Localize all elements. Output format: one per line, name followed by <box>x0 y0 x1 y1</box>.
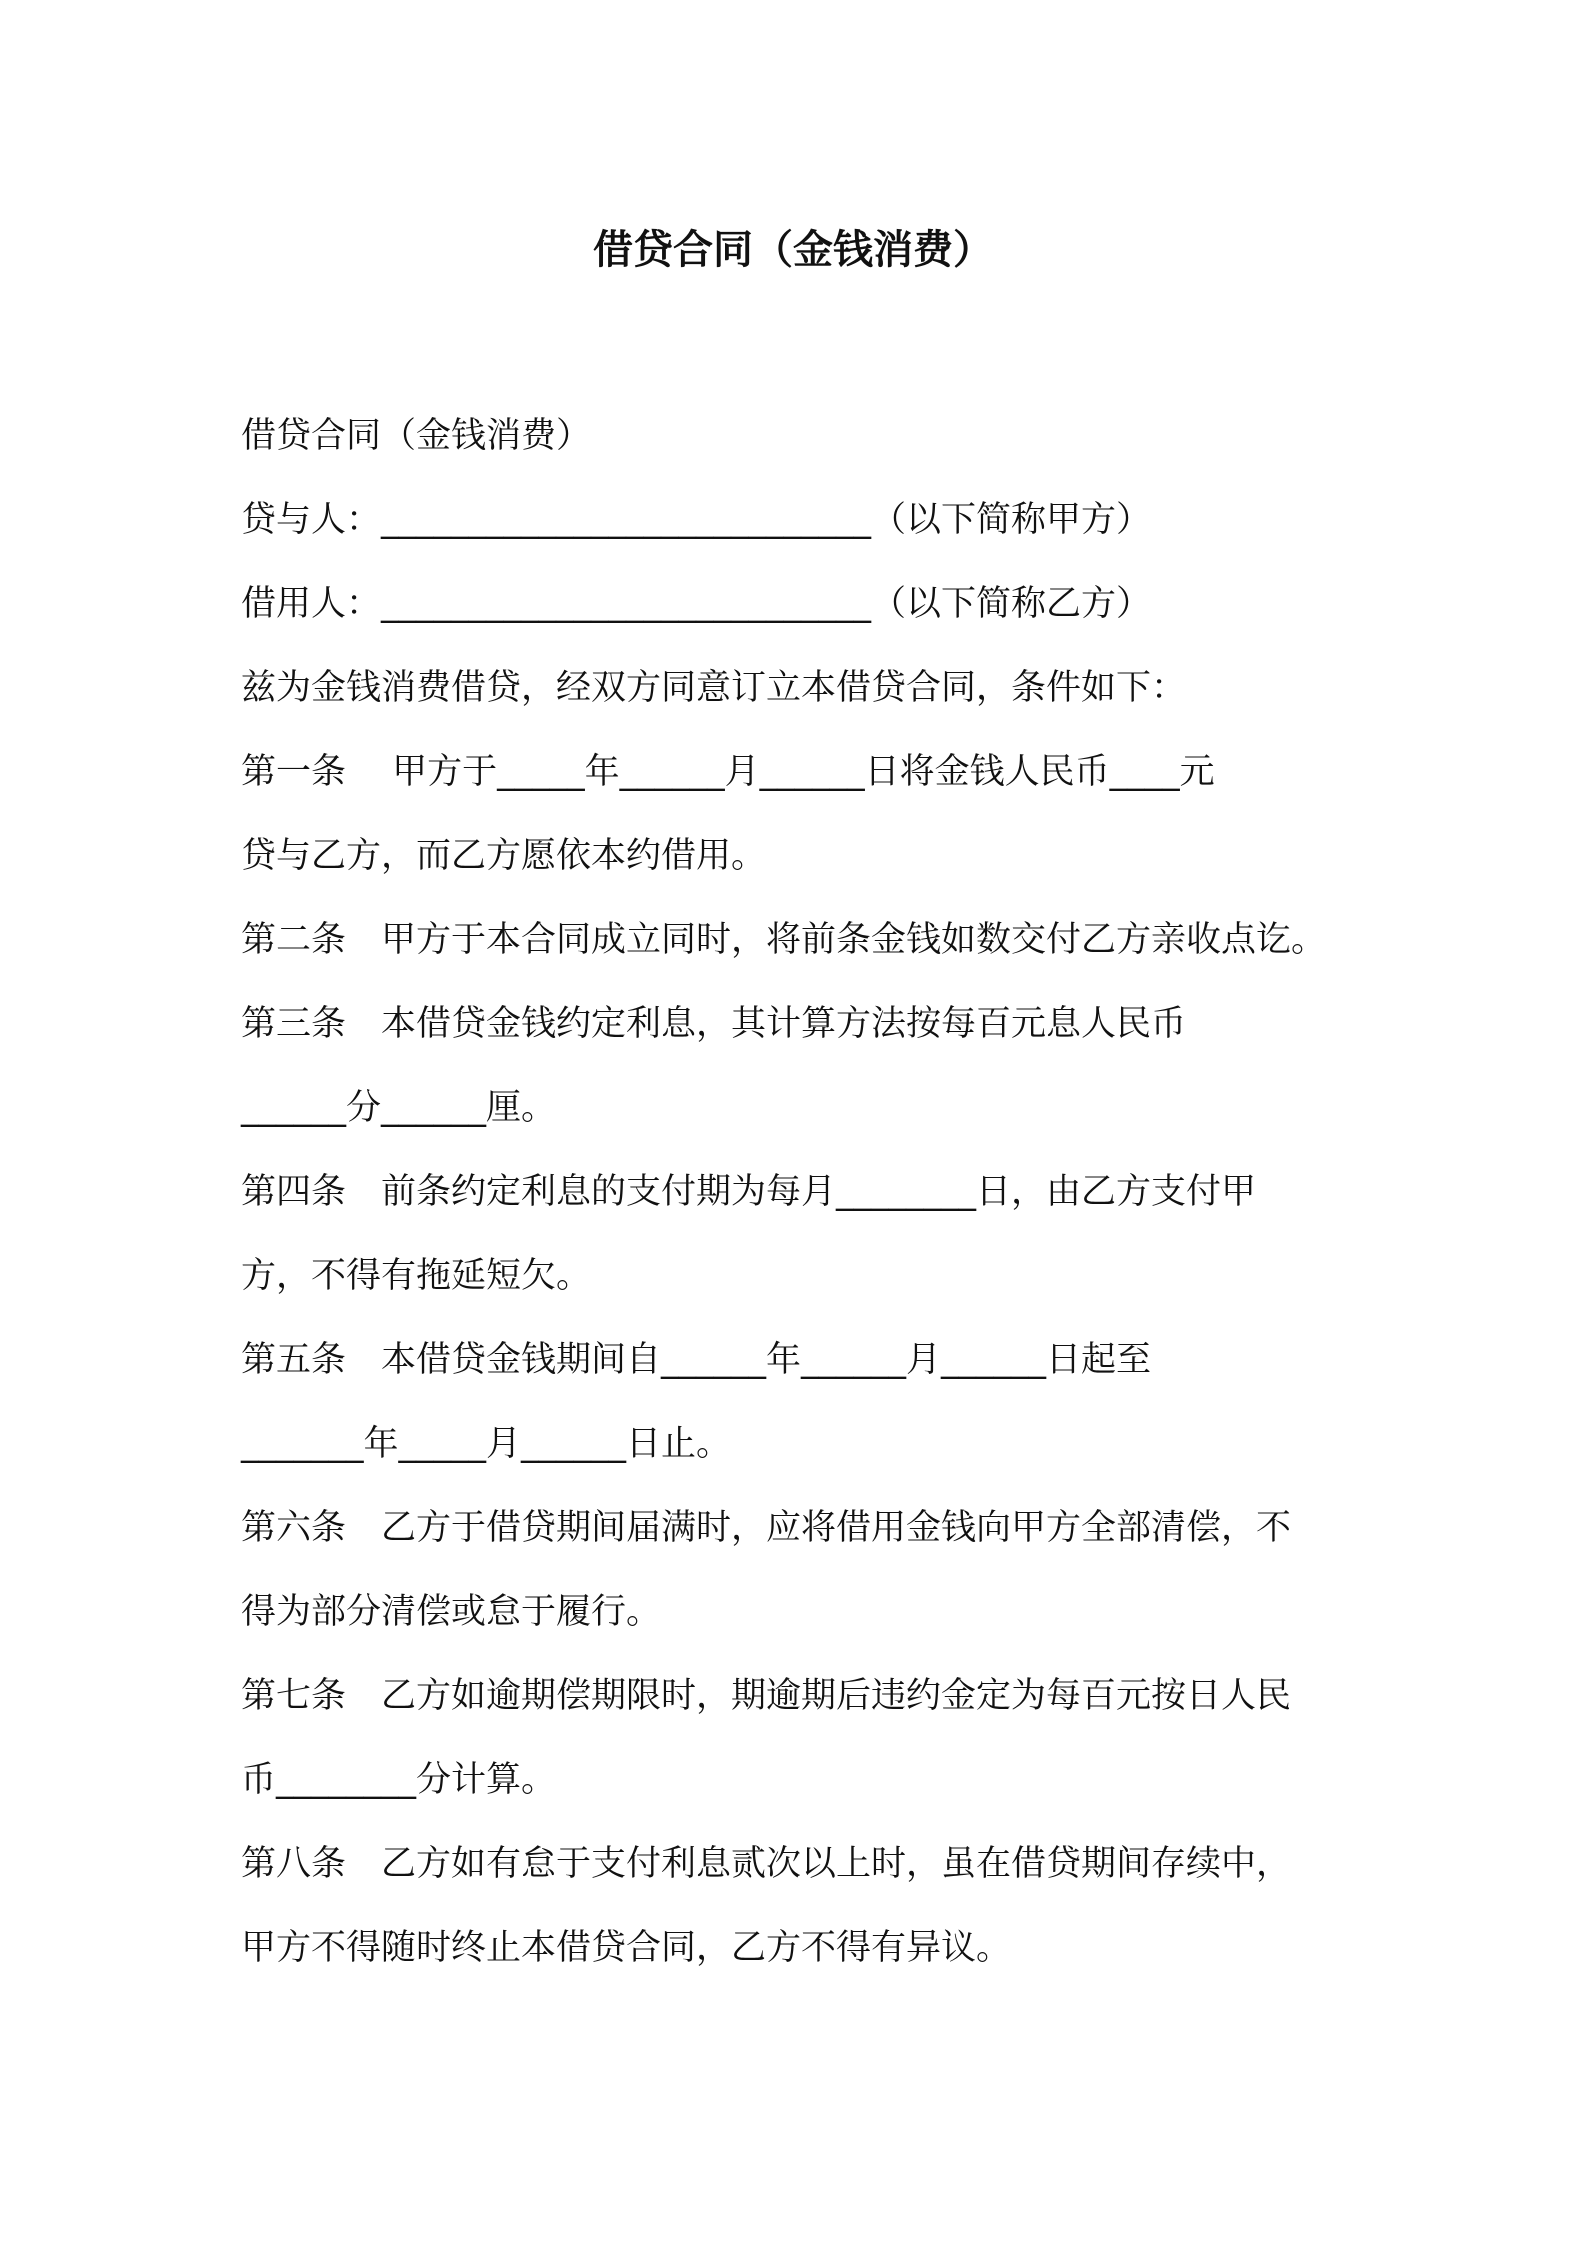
article-7-line-2: 币________分计算。 <box>241 1760 557 1800</box>
article-4-line-2: 方，不得有拖延短欠。 <box>241 1256 592 1296</box>
borrower-line: 借用人：____________________________（以下简称乙方） <box>241 584 1152 624</box>
subtitle-line: 借贷合同（金钱消费） <box>241 416 592 456</box>
article-6-line-2: 得为部分清偿或怠于履行。 <box>241 1592 662 1632</box>
document-title: 借贷合同（金钱消费） <box>593 227 993 273</box>
preamble-line: 兹为金钱消费借贷，经双方同意订立本借贷合同，条件如下： <box>241 668 1187 708</box>
article-4-line-1: 第四条 前条约定利息的支付期为每月________日，由乙方支付甲 <box>241 1172 1257 1212</box>
article-8-line-2: 甲方不得随时终止本借贷合同，乙方不得有异议。 <box>241 1928 1012 1968</box>
article-5-line-1: 第五条 本借贷金钱期间自______年______月______日起至 <box>241 1340 1152 1380</box>
article-2-line-1: 第二条 甲方于本合同成立同时，将前条金钱如数交付乙方亲收点讫。 <box>241 920 1327 960</box>
article-1-line-2: 贷与乙方，而乙方愿依本约借用。 <box>241 836 767 876</box>
article-1-line-1: 第一条 甲方于_____年______月______日将金钱人民币____元 <box>241 752 1215 792</box>
article-6-line-1: 第六条 乙方于借贷期间届满时，应将借用金钱向甲方全部清偿，不 <box>241 1508 1292 1548</box>
article-3-line-1: 第三条 本借贷金钱约定利息，其计算方法按每百元息人民币 <box>241 1004 1187 1044</box>
article-8-line-1: 第八条 乙方如有怠于支付利息贰次以上时，虽在借贷期间存续中， <box>241 1844 1292 1884</box>
lender-line: 贷与人：____________________________（以下简称甲方） <box>241 500 1152 540</box>
article-5-line-2: _______年_____月______日止。 <box>241 1424 732 1464</box>
article-7-line-1: 第七条 乙方如逾期偿期限时，期逾期后违约金定为每百元按日人民 <box>241 1676 1292 1716</box>
article-3-line-2: ______分______厘。 <box>241 1088 557 1128</box>
